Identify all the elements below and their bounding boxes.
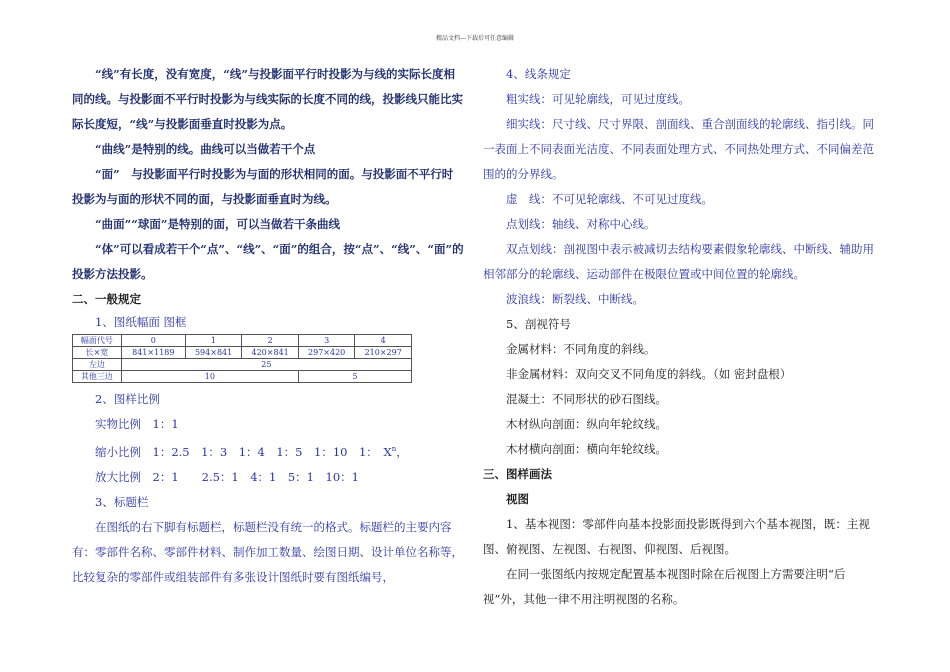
concrete-material: 混凝土：不同形状的砂石图线。 (506, 392, 667, 406)
scale-exponent: n (391, 445, 397, 453)
thin-line: 细实线：尺寸线、尺寸界限、剖面线、重合剖面线的轮廓线、指引线。同一表面上不同表面光洁度、不同表面处理方式、不同热处理方式、不同偏差范围的的分界线。 (483, 117, 874, 181)
heading-section-symbols: 5、剖视符号 (506, 317, 571, 331)
scale-reduce (72, 437, 464, 465)
table-row (73, 335, 412, 347)
section-general-rules: 二、一般规定 (72, 292, 141, 306)
thick-line: 粗实线：可见轮廓线，可见过度线。 (506, 92, 690, 106)
table-cell: 左边 (73, 359, 122, 371)
table-row (73, 371, 412, 383)
paper-size-table (72, 334, 412, 383)
table-row (73, 359, 412, 371)
left-column (72, 62, 464, 590)
table-cell: 841×1189 (121, 347, 185, 359)
table-cell: 297×420 (298, 347, 355, 359)
subheading-views: 视图 (506, 492, 529, 506)
heading-title-block: 3、标题栏 (95, 494, 149, 509)
heading-scale: 2、图样比例 (95, 392, 160, 406)
wood-transverse: 木材横向剖面：横向年轮纹线。 (506, 442, 667, 456)
table-row (73, 347, 412, 359)
page-header: 精品文档---下载后可任意编辑 (435, 35, 515, 42)
table-cell: 5 (298, 371, 411, 383)
table-cell: 10 (121, 371, 298, 383)
scale-actual: 实物比例 1：1 (95, 417, 179, 431)
table-cell: 2 (242, 335, 299, 347)
solid-paragraph: “体”可以看成若干个“点”、“线”、“面”的组合，按“点”、“线”、“面”的投影方法投影。 (72, 242, 464, 281)
scale-reduce-text: 缩小比例 1：2.5 1：3 1：4 1：5 1：10 1： X (95, 444, 392, 459)
table-cell: 25 (121, 359, 411, 371)
rear-view-paragraph: 在同一张图纸内按规定配置基本视图时除在后视图上方需要注明“后视”外，其他一律不用注明视图的名称。 (483, 567, 846, 606)
curved-surface-paragraph: “曲面”“球面”是特别的面，可以当做若干条曲线 (95, 217, 340, 231)
table-cell: 0 (121, 335, 185, 347)
double-dash-dot-line: 双点划线：剖视图中表示被减切去结构要素假象轮廓线、中断线、辅助用相邻部分的轮廓线、运动部件在极限位置或中间位置的轮廓线。 (483, 242, 874, 281)
dash-dot-line: 点划线：轴线、对称中心线。 (506, 217, 656, 231)
table-cell: 4 (355, 335, 412, 347)
scale-enlarge: 放大比例 2：1 2.5：1 4：1 5：1 10：1 (95, 469, 359, 484)
scale-reduce-tail: ， (396, 444, 408, 459)
table-cell: 其他三边 (73, 371, 122, 383)
table-cell: 594×841 (185, 347, 242, 359)
dashed-line: 虚 线：不可见轮廓线、不可见过度线。 (506, 192, 713, 206)
title-block-paragraph: 在图纸的右下脚有标题栏，标题栏没有统一的格式。标题栏的主要内容有：零部件名称、零部件材料、制作加工数量、绘图日期、设计单位名称等，比较复杂的零部件或组装部件有多张设计图纸时要有图纸编号， (72, 519, 463, 584)
heading-line-rules: 4、线条规定 (506, 67, 571, 81)
section-drawing-methods: 三、图样画法 (483, 467, 552, 481)
metal-material: 金属材料：不同角度的斜线。 (506, 342, 656, 356)
wavy-line: 波浪线：断裂线、中断线。 (506, 292, 644, 306)
table-cell: 3 (298, 335, 355, 347)
right-column (483, 62, 875, 612)
table-cell: 幅面代号 (73, 335, 122, 347)
table-cell: 1 (185, 335, 242, 347)
basic-views-paragraph: 1、基本视图：零部件向基本投影面投影既得到六个基本视图，既：主视图、俯视图、左视图、右视图、仰视图、后视图。 (483, 517, 870, 556)
heading-paper-size: 1、图纸幅面 图框 (95, 315, 187, 329)
table-cell: 210×297 (355, 347, 412, 359)
plane-paragraph: “面” 与投影面平行时投影为与面的形状相同的面。与投影面不平行时投影为与面的形状不同的面，与投影面垂直时为线。 (72, 167, 454, 206)
table-cell: 长×宽 (73, 347, 122, 359)
nonmetal-material: 非金属材料：双向交叉不同角度的斜线。（如 密封盘根） (506, 367, 792, 381)
line-paragraph: “线”有长度，没有宽度，“线”与投影面平行时投影为与线的实际长度相同的线。与投影面不平行时投影为与线实际的长度不同的线，投影线只能比实际长度短，“线”与投影面垂直时投影为点。 (72, 67, 463, 131)
table-cell: 420×841 (242, 347, 299, 359)
wood-longitudinal: 木材纵向剖面：纵向年轮纹线。 (506, 417, 667, 431)
curve-paragraph: “曲线”是特别的线。曲线可以当做若干个点 (95, 142, 316, 156)
